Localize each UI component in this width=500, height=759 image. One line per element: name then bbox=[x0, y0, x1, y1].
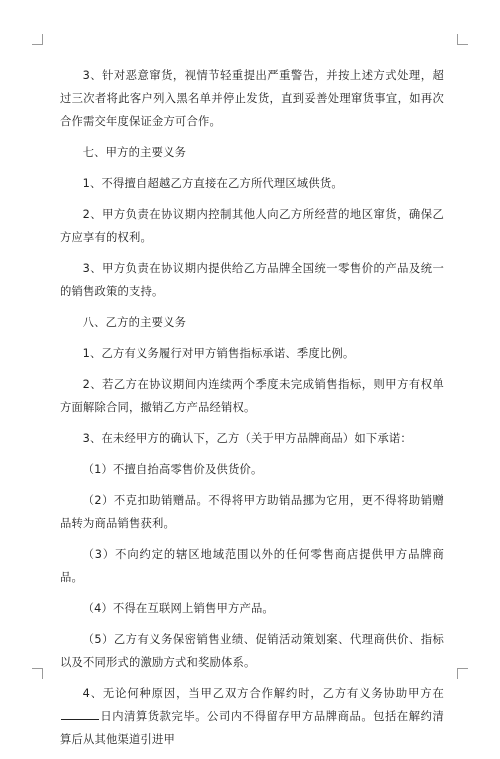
paragraph-party-b-obligation-1: 1、乙方有义务履行对甲方销售指标承诺、季度比例。 bbox=[82, 347, 355, 360]
crop-mark-bottom-right bbox=[457, 668, 468, 679]
paragraph-commitment-4: （4）不得在互联网上销售甲方产品。 bbox=[82, 602, 274, 615]
paragraph-commitment-1: （1）不擅自抬高零售价及供货价。 bbox=[82, 463, 263, 476]
section-heading-party-a-obligations: 七、甲方的主要义务 bbox=[82, 146, 187, 159]
paragraph-party-b-obligation-3: 3、在未经甲方的确认下，乙方（关于甲方品牌商品）如下承诺： bbox=[82, 432, 412, 445]
paragraph-party-b-obligation-4-end: 日内清算货款完毕。公司内不得留存甲方品牌商品。包括在解约清算后从其他渠道引进甲 bbox=[60, 710, 444, 746]
section-heading-party-b-obligations: 八、乙方的主要义务 bbox=[82, 316, 187, 329]
fill-in-blank-days bbox=[61, 708, 99, 720]
paragraph-party-a-obligation-2: 2、甲方负责在协议期内控制其他人向乙方所经营的地区窜货，确保乙方应享有的权利。 bbox=[60, 208, 444, 244]
document-body bbox=[60, 64, 444, 759]
paragraph-party-a-obligation-3: 3、甲方负责在协议期内提供给乙方品牌全国统一零售价的产品及统一的销售政策的支持。 bbox=[60, 262, 444, 298]
paragraph-party-b-obligation-4 bbox=[60, 682, 444, 751]
paragraph-commitment-2: （2）不克扣助销赠品。不得将甲方助销品挪为它用，更不得将助销赠品转为商品销售获利。 bbox=[60, 494, 444, 530]
paragraph-commitment-3: （3）不向约定的辖区地域范围以外的任何零售商店提供甲方品牌商品。 bbox=[60, 548, 444, 584]
crop-mark-top-left bbox=[32, 34, 43, 45]
paragraph-party-a-obligation-1: 1、不得擅自超越乙方直接在乙方所代理区域供货。 bbox=[82, 177, 343, 190]
crop-mark-bottom-left bbox=[32, 668, 43, 679]
crop-mark-top-right bbox=[457, 34, 468, 45]
paragraph-clause-3-malicious-cross-selling: 3、针对恶意窜货，视情节轻重提出严重警告，并按上述方式处理，超过三次者将此客户列入黑名单并停止发货，直到妥善处理窜货事宜，如再次合作需交年度保证金方可合作。 bbox=[60, 69, 444, 128]
paragraph-party-b-obligation-4-start: 4、无论何种原因，当甲乙双方合作解约时，乙方有义务协助甲方在 bbox=[82, 687, 444, 700]
paragraph-party-b-obligation-2: 2、若乙方在协议期间内连续两个季度未完成销售指标，则甲方有权单方面解除合同，撤销乙方产品经销权。 bbox=[60, 378, 444, 414]
paragraph-commitment-5: （5）乙方有义务保密销售业绩、促销活动策划案、代理商供价、指标以及不同形式的激励方式和奖励体系。 bbox=[60, 633, 444, 669]
